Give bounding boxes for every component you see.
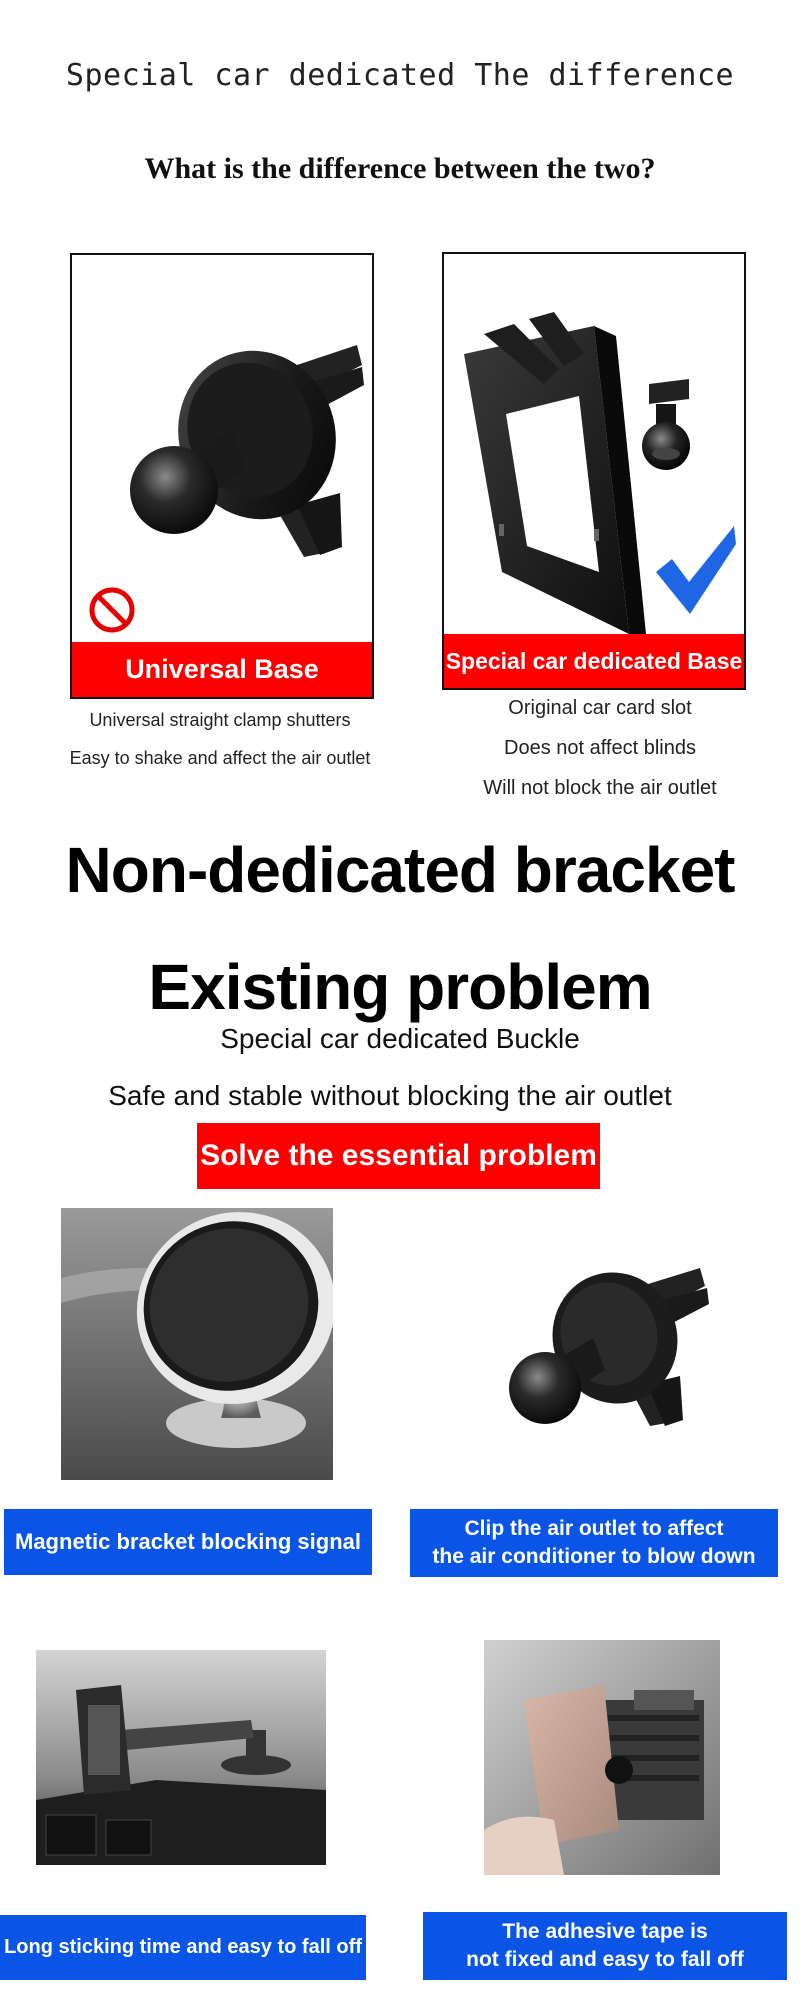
vent-clip-problem-line-2: the air conditioner to blow down: [432, 1545, 756, 1568]
suction-problem-band: [0, 1915, 366, 1980]
suction-cup-arm-mount-icon: [36, 1650, 326, 1865]
air-vent-clip-icon: [475, 1218, 730, 1480]
dedicated-base-card: [442, 252, 746, 690]
vent-clip-problem-band: [410, 1509, 778, 1577]
prohibited-icon: [92, 590, 132, 630]
car-card-slot-base-icon: [444, 254, 744, 688]
ball-joint-air-vent-clip-icon: [72, 255, 372, 697]
universal-base-label: Universal Base: [72, 642, 372, 697]
safe-stable-subtitle: Safe and stable without blocking the air outlet: [108, 1080, 672, 1111]
vent-clip-photo: [475, 1218, 730, 1480]
dedicated-base-feature-2: Does not affect blinds: [504, 737, 696, 759]
adhesive-problem-band: [423, 1912, 787, 1980]
suction-problem-text: Long sticking time and easy to fall off: [4, 1936, 362, 1958]
solve-problem-banner: Solve the essential problem: [197, 1123, 600, 1189]
page-title: Special car dedicated The difference: [65, 58, 735, 93]
adhesive-problem-line-2: not fixed and easy to fall off: [466, 1948, 744, 1971]
non-dedicated-heading: Non-dedicated bracket: [65, 834, 735, 906]
magnetic-dashboard-mount-icon: [61, 1208, 333, 1480]
universal-base-feature-1: Universal straight clamp shutters: [89, 710, 351, 730]
dedicated-base-feature-1: Original car card slot: [508, 697, 692, 719]
dedicated-base-feature-3: Will not block the air outlet: [483, 777, 717, 799]
comparison-question: What is the difference between the two?: [144, 152, 656, 185]
adhesive-problem-line-1: The adhesive tape is: [502, 1919, 708, 1943]
existing-problem-heading: Existing problem: [148, 951, 652, 1023]
checkmark-icon: [656, 526, 736, 614]
buckle-subtitle: Special car dedicated Buckle: [220, 1023, 580, 1054]
dedicated-base-label: Special car dedicated Base: [444, 634, 744, 688]
magnetic-mount-photo: [61, 1208, 333, 1480]
magnetic-problem-band: [4, 1509, 372, 1575]
universal-base-feature-2: Easy to shake and affect the air outlet: [69, 748, 371, 768]
vent-clip-problem-line-1: Clip the air outlet to affect: [464, 1516, 724, 1540]
adhesive-mount-photo: [484, 1640, 720, 1875]
universal-base-card: [70, 253, 374, 699]
suction-mount-photo: [36, 1650, 326, 1865]
magnetic-problem-text: Magnetic bracket blocking signal: [15, 1529, 361, 1555]
adhesive-vent-mount-icon: [484, 1640, 720, 1875]
